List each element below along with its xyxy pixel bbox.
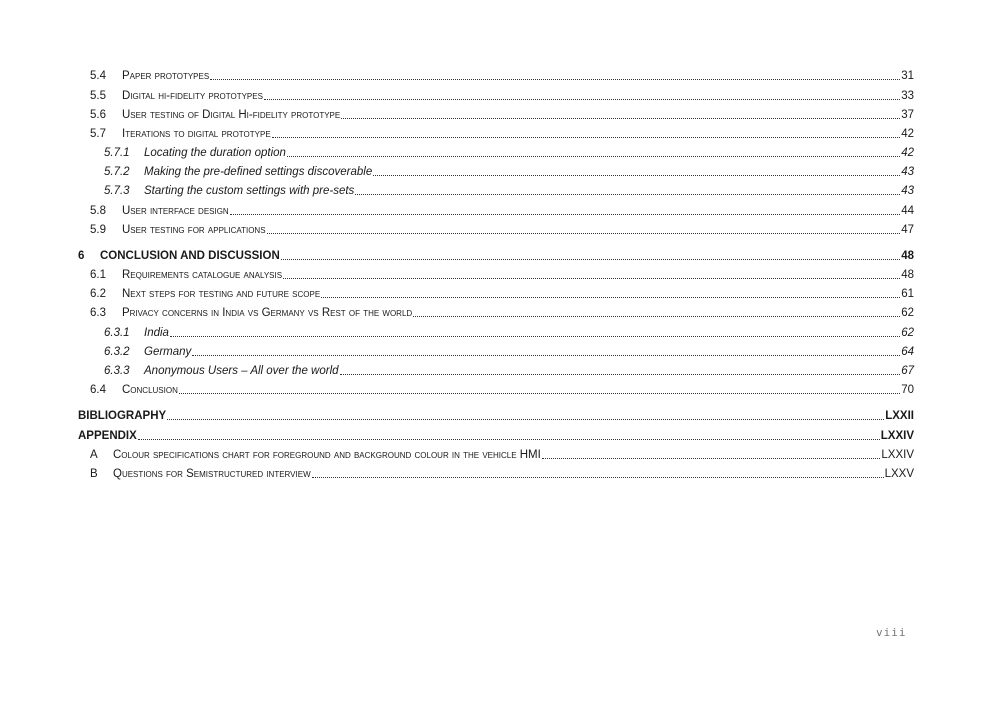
toc-entry[interactable] xyxy=(104,183,914,199)
page-number: 61 xyxy=(901,288,914,300)
dot-leader xyxy=(281,248,900,260)
page-number: 37 xyxy=(901,109,914,121)
toc-entry[interactable] xyxy=(90,382,914,398)
section-number: 6.3.3 xyxy=(104,365,130,377)
section-number: 6 xyxy=(78,250,85,262)
dot-leader xyxy=(192,344,900,356)
toc-entry[interactable] xyxy=(104,164,914,180)
toc-entry[interactable] xyxy=(90,107,914,123)
section-number: 5.8 xyxy=(90,205,106,217)
toc-entry[interactable] xyxy=(90,88,914,104)
dot-leader xyxy=(230,203,900,215)
page-number: 62 xyxy=(901,327,914,339)
section-number: 6.2 xyxy=(90,288,106,300)
section-title: BIBLIOGRAPHY xyxy=(78,410,167,422)
section-title: Germany xyxy=(144,346,192,358)
page-number: LXXII xyxy=(885,410,914,422)
section-number: 5.7.1 xyxy=(104,147,130,159)
section-number: B xyxy=(90,468,98,480)
section-title: Questions for Semistructured interview xyxy=(113,468,311,480)
section-title: Making the pre-defined settings discoverable xyxy=(144,166,373,178)
dot-leader xyxy=(167,408,884,420)
page-number: 33 xyxy=(901,90,914,102)
dot-leader xyxy=(287,145,900,157)
toc-entry[interactable] xyxy=(104,344,914,360)
page-number: 47 xyxy=(901,224,914,236)
dot-leader xyxy=(340,363,901,375)
section-title: Colour specifications chart for foreground and background colour in the vehicle HMI xyxy=(113,449,541,461)
dot-leader xyxy=(283,267,900,279)
section-title: CONCLUSION AND DISCUSSION xyxy=(100,250,280,262)
page-number: LXXIV xyxy=(880,430,914,442)
dot-leader xyxy=(267,222,901,234)
toc-entry[interactable] xyxy=(90,466,914,482)
toc-entry[interactable] xyxy=(90,126,914,142)
dot-leader xyxy=(272,126,901,138)
page-number: 43 xyxy=(901,185,914,197)
dot-leader xyxy=(210,68,900,80)
section-number: 6.3.1 xyxy=(104,327,130,339)
page-number: LXXIV xyxy=(881,449,914,461)
section-title: Conclusion xyxy=(122,384,178,396)
toc-entry[interactable] xyxy=(90,447,914,463)
page-number: 67 xyxy=(901,365,914,377)
page-number: LXXV xyxy=(884,468,914,480)
section-title: Iterations to digital prototype xyxy=(122,128,271,140)
section-number: 5.7 xyxy=(90,128,106,140)
section-number: 5.4 xyxy=(90,70,106,82)
section-number: 5.6 xyxy=(90,109,106,121)
dot-leader xyxy=(312,466,884,478)
section-title: Starting the custom settings with pre-sets xyxy=(144,185,355,197)
toc-entry[interactable] xyxy=(90,203,914,219)
section-number: 5.7.3 xyxy=(104,185,130,197)
dot-leader xyxy=(138,428,880,440)
toc-entry[interactable] xyxy=(78,248,914,264)
section-title: Privacy concerns in India vs Germany vs Rest of the world xyxy=(122,307,413,319)
dot-leader xyxy=(542,447,881,459)
page-number: 43 xyxy=(901,166,914,178)
toc-entry[interactable] xyxy=(104,363,914,379)
dot-leader xyxy=(170,325,900,337)
toc-entry[interactable] xyxy=(104,145,914,161)
page-number: 42 xyxy=(901,128,914,140)
toc-entry[interactable] xyxy=(104,325,914,341)
dot-leader xyxy=(179,382,900,394)
dot-leader xyxy=(373,164,900,176)
page-number: 70 xyxy=(901,384,914,396)
page-number: 42 xyxy=(901,147,914,159)
section-title: Digital hi-fidelity prototypes xyxy=(122,90,263,102)
page-number: 62 xyxy=(901,307,914,319)
dot-leader xyxy=(321,286,900,298)
section-title: User interface design xyxy=(122,205,229,217)
section-number: 6.4 xyxy=(90,384,106,396)
page-footer-number: viii xyxy=(876,626,907,639)
dot-leader xyxy=(264,88,900,100)
section-title: India xyxy=(144,327,169,339)
dot-leader xyxy=(355,183,900,195)
dot-leader xyxy=(341,107,900,119)
page-number: 31 xyxy=(901,70,914,82)
toc-entry[interactable] xyxy=(90,305,914,321)
section-number: 6.3.2 xyxy=(104,346,130,358)
section-title: Next steps for testing and future scope xyxy=(122,288,321,300)
dot-leader xyxy=(413,305,900,317)
section-number: 6.1 xyxy=(90,269,106,281)
toc-entry[interactable] xyxy=(90,222,914,238)
section-number: 5.9 xyxy=(90,224,106,236)
section-number: A xyxy=(90,449,98,461)
section-title: User testing of Digital Hi-fidelity prototype xyxy=(122,109,341,121)
section-title: Requirements catalogue analysis xyxy=(122,269,283,281)
page-number: 48 xyxy=(901,250,914,262)
page-number: 48 xyxy=(901,269,914,281)
section-number: 5.7.2 xyxy=(104,166,130,178)
toc-entry[interactable] xyxy=(90,267,914,283)
section-title: Paper prototypes xyxy=(122,70,210,82)
section-number: 6.3 xyxy=(90,307,106,319)
toc-entry[interactable] xyxy=(90,286,914,302)
toc-entry[interactable] xyxy=(78,408,914,424)
section-title: User testing for applications xyxy=(122,224,266,236)
page-number: 64 xyxy=(901,346,914,358)
section-title: APPENDIX xyxy=(78,430,137,442)
section-title: Locating the duration option xyxy=(144,147,286,159)
page-number: 44 xyxy=(901,205,914,217)
section-title: Anonymous Users – All over the world xyxy=(144,365,339,377)
toc-entry[interactable] xyxy=(90,68,914,84)
toc-entry[interactable] xyxy=(78,428,914,444)
section-number: 5.5 xyxy=(90,90,106,102)
